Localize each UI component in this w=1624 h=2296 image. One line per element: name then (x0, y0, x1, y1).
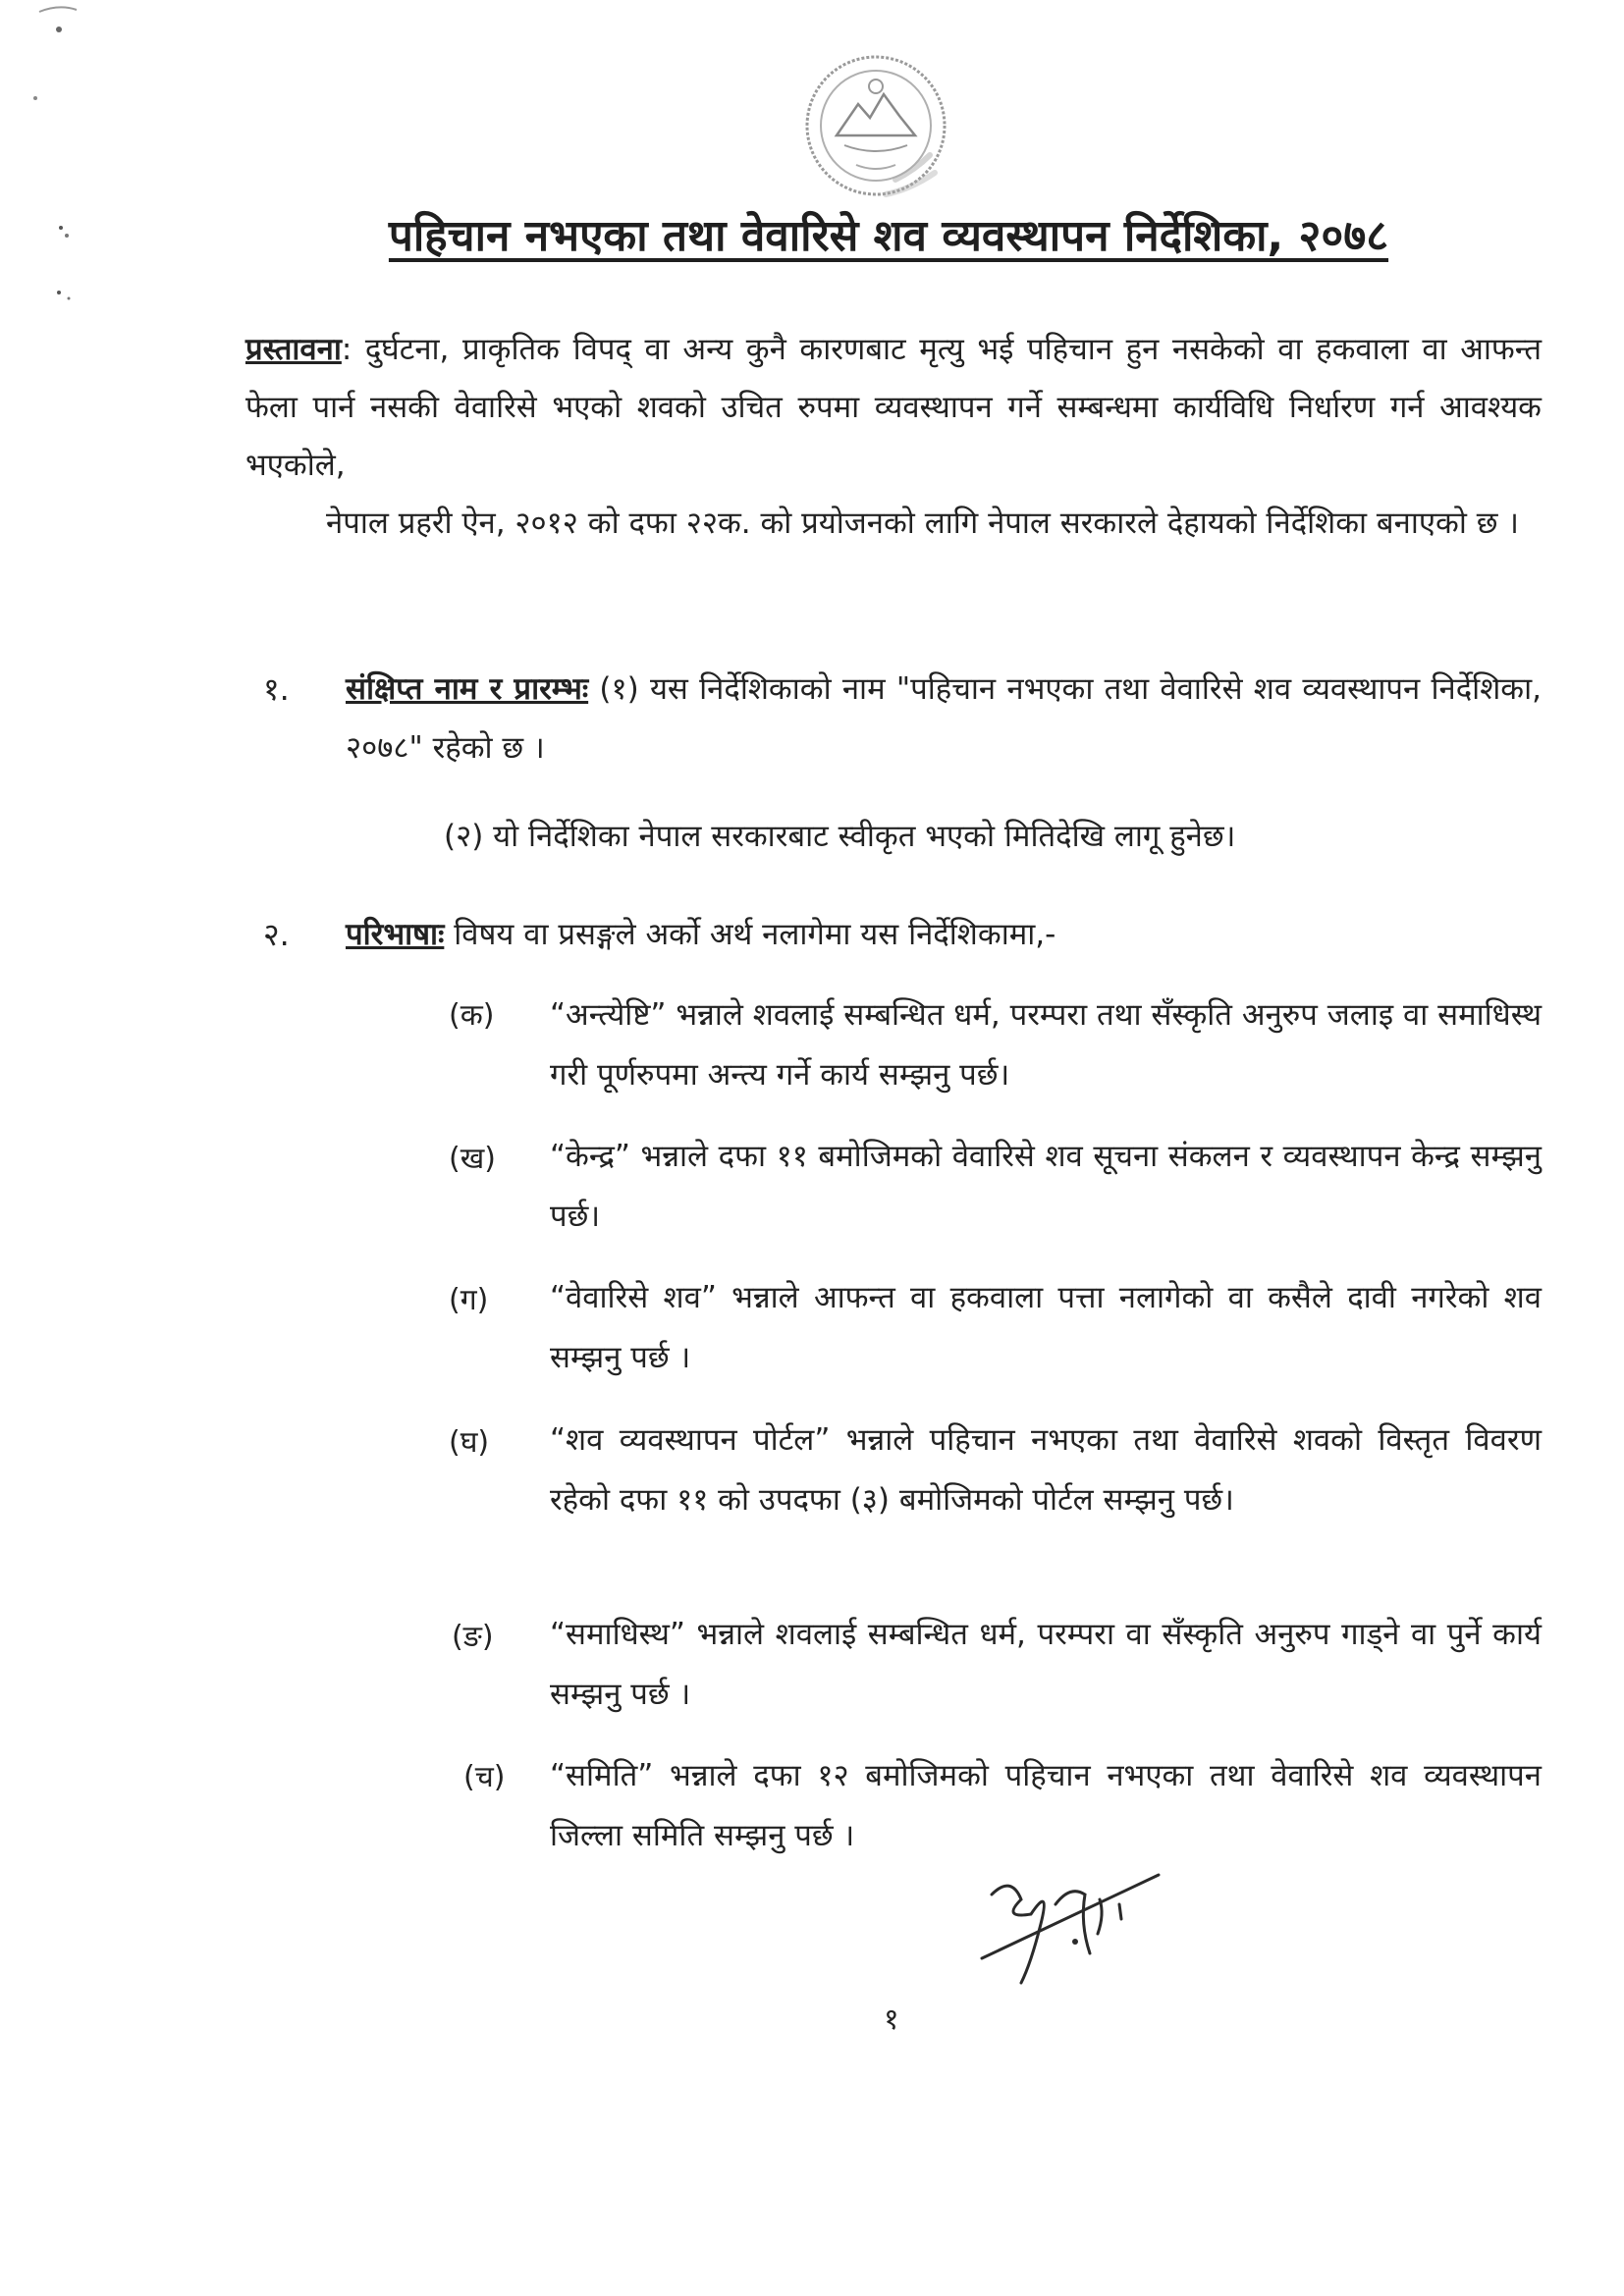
preamble-lead: प्रस्तावना (245, 332, 342, 367)
preamble-paragraph (245, 321, 1542, 495)
handwritten-signature (962, 1865, 1198, 1993)
definition-text: “शव व्यवस्थापन पोर्टल” भन्नाले पहिचान नभएका तथा वेवारिसे शवको विस्तृत विवरण रहेको दफा ११ को उपदफा (३) बमोजिमको पोर्टल सम्झनु पर्छ। (550, 1422, 1542, 1518)
section-1-text: (१) यस निर्देशिकाको नाम "पहिचान नभएका तथा वेवारिसे शव व्यवस्थापन निर्देशिका, २०७८" रहेको छ । (346, 671, 1542, 766)
preamble-paragraph-2: नेपाल प्रहरी ऐन, २०१२ को दफा २२क. को प्रयोजनको लागि नेपाल सरकारले देहायको निर्देशिका बनाएको छ । (326, 506, 1520, 541)
definition-label: (ङ) (452, 1620, 494, 1654)
definition-text: “केन्द्र” भन्नाले दफा ११ बमोजिमको वेवारिसे शव सूचना संकलन र व्यवस्थापन केन्द्र सम्झनु पर्छ। (550, 1139, 1542, 1234)
definition-text: “अन्त्येष्टि” भन्नाले शवलाई सम्बन्धित धर्म, परम्परा तथा सँस्कृति अनुरुप जलाइ वा समाधिस्थ गरी पूर्णरुपमा अन्त्य गर्ने कार्य सम्झनु पर्छ। (550, 997, 1542, 1093)
section-1-body (346, 660, 1542, 777)
government-seal (797, 47, 954, 209)
section-1-heading: संक्षिप्त नाम र प्रारम्भः (346, 671, 589, 707)
section-2-number: २. (263, 916, 290, 953)
definition-label: (ख) (449, 1142, 496, 1176)
definition-text: “वेवारिसे शव” भन्नाले आफन्त वा हकवाला पत्ता नलागेको वा कसैले दावी नगरेको शव सम्झनु पर्छ । (550, 1280, 1542, 1375)
page-number: १ (884, 2002, 899, 2037)
definition-text: “समाधिस्थ” भन्नाले शवलाई सम्बन्धित धर्म, परम्परा वा सँस्कृति अनुरुप गाड्ने वा पुर्ने कार्य सम्झनु पर्छ । (550, 1617, 1542, 1712)
definition-label: (ग) (449, 1283, 489, 1317)
definition-text: “समिति” भन्नाले दफा १२ बमोजिमको पहिचान नभएका तथा वेवारिसे शव व्यवस्थापन जिल्ला समिति सम्झनु पर्छ । (550, 1758, 1542, 1853)
scan-specks (0, 0, 118, 393)
preamble-text: : दुर्घटना, प्राकृतिक विपद् वा अन्य कुनै कारणबाट मृत्यु भई पहिचान हुन नसकेको वा हकवाला वा आफन्त फेला पार्न नसकी वेवारिसे भएको शवको उचित रुपमा व्यवस्थापन गर्ने सम्बन्धमा कार्यविधि निर्धारण गर्न आवश्यक भएकोले, (245, 332, 1542, 483)
section-2-text: विषय वा प्रसङ्गले अर्को अर्थ नलागेमा यस निर्देशिकामा,- (444, 917, 1056, 952)
section-2-body (346, 905, 1542, 964)
definition-label: (घ) (449, 1425, 490, 1460)
section-1-subclause-2: (२) यो निर्देशिका नेपाल सरकारबाट स्वीकृत भएको मितिदेखि लागू हुनेछ। (444, 819, 1236, 854)
section-1-number: १. (263, 670, 290, 708)
document-title: पहिचान नभएका तथा वेवारिसे शव व्यवस्थापन निर्देशिका, २०७८ (388, 211, 1389, 261)
definition-label: (क) (449, 998, 495, 1033)
definition-label: (च) (463, 1760, 506, 1794)
section-2-heading: परिभाषाः (346, 917, 445, 952)
